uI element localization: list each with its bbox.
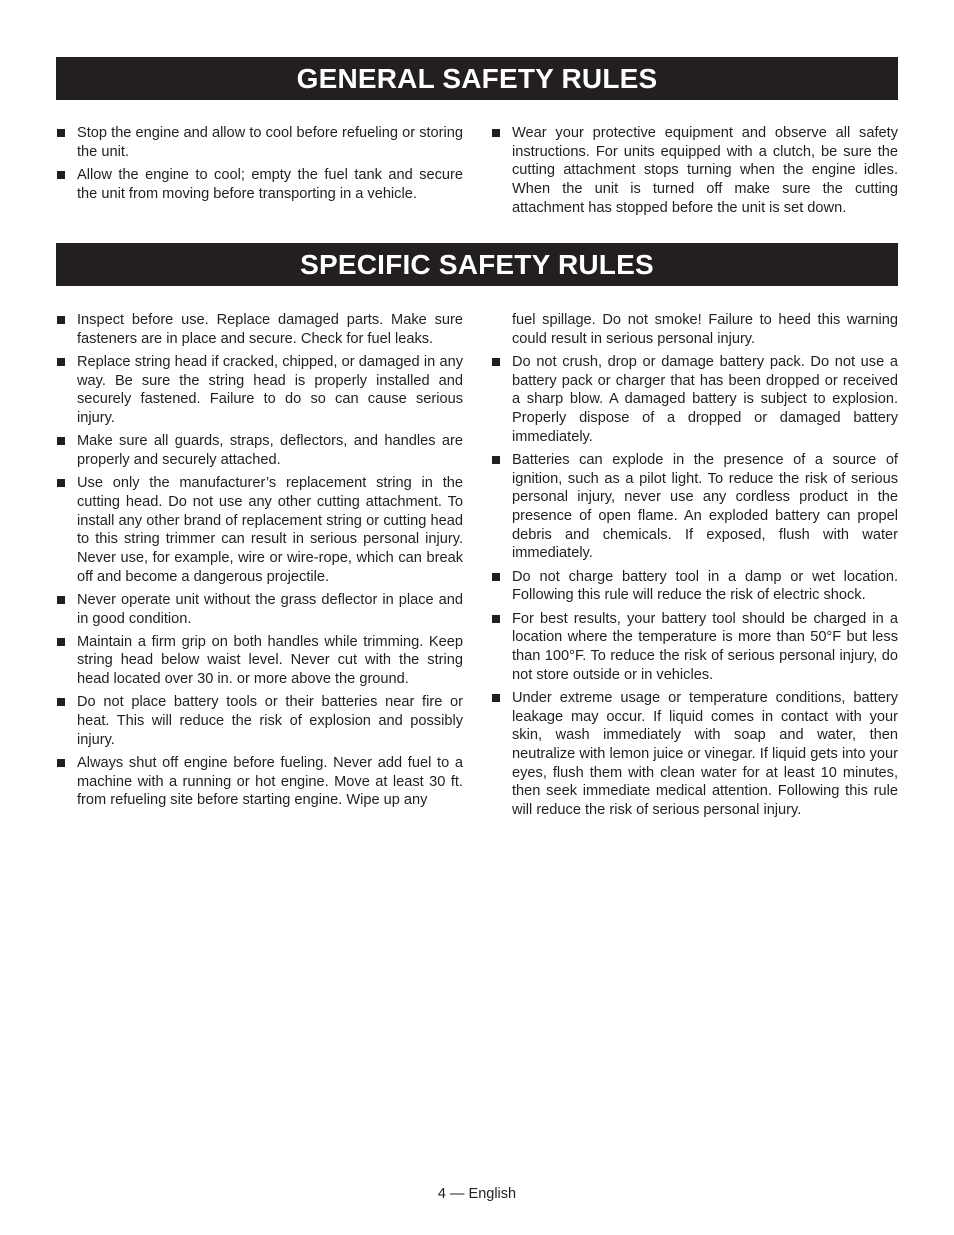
list-item: Under extreme usage or temperature conditions, battery leakage may occur. If liquid comes in contact with your skin, wash immediately with soap and water, then neutralize with lemon juice or vinegar. If liquid gets into your eyes, flush them with clean water for at least 10 minutes, then seek immediate medical attention. Following this rule will reduce the risk of serious personal injury. — [491, 689, 898, 820]
square-bullet-icon — [57, 129, 65, 137]
square-bullet-icon — [492, 615, 500, 623]
square-bullet-icon — [57, 596, 65, 604]
list-item: Do not place battery tools or their batteries near fire or heat. This will reduce the risk of explosion and possibly injury. — [56, 693, 463, 749]
list-item: Always shut off engine before fueling. Never add fuel to a machine with a running or hot engine. Move at least 30 ft. from refueling site before starting engine. Wipe up any — [56, 754, 463, 810]
square-bullet-icon — [57, 479, 65, 487]
specific-safety-rules-heading: SPECIFIC SAFETY RULES — [56, 243, 898, 286]
list-item: Allow the engine to cool; empty the fuel tank and secure the unit from moving before transporting in a vehicle. — [56, 166, 463, 203]
list-item: Inspect before use. Replace damaged parts. Make sure fasteners are in place and secure. Check for fuel leaks. — [56, 311, 463, 348]
list-item: Do not crush, drop or damage battery pack. Do not use a battery pack or charger that has been dropped or received a sharp blow. A damaged battery is subject to explosion. Properly dispose of a dropped or damaged battery immediately. — [491, 353, 898, 447]
square-bullet-icon — [57, 638, 65, 646]
list-item: Stop the engine and allow to cool before refueling or storing the unit. — [56, 124, 463, 161]
list-item: Do not charge battery tool in a damp or wet location. Following this rule will reduce the risk of electric shock. — [491, 568, 898, 605]
general-rules-right-column — [491, 124, 898, 222]
square-bullet-icon — [492, 573, 500, 581]
list-item: For best results, your battery tool should be charged in a location where the temperature is more than 50°F but less than 100°F. To reduce the risk of serious personal injury, do not store outside or in vehicles. — [491, 610, 898, 685]
list-item: Replace string head if cracked, chipped, or damaged in any way. Be sure the string head is properly installed and securely fastened. Failure to do so can cause serious injury. — [56, 353, 463, 428]
square-bullet-icon — [57, 171, 65, 179]
list-item: Never operate unit without the grass deflector in place and in good condition. — [56, 591, 463, 628]
list-item: Maintain a firm grip on both handles while trimming. Keep string head below waist level. Never cut with the string head located over 30 in. or more above the ground. — [56, 633, 463, 689]
square-bullet-icon — [492, 129, 500, 137]
list-item: Make sure all guards, straps, deflectors, and handles are properly and securely attached. — [56, 432, 463, 469]
square-bullet-icon — [492, 456, 500, 464]
general-rules-left-column — [56, 124, 463, 208]
page-footer: 4 — English — [437, 1186, 517, 1202]
square-bullet-icon — [57, 316, 65, 324]
square-bullet-icon — [57, 759, 65, 767]
specific-rules-left-column — [56, 311, 463, 815]
general-safety-rules-heading: GENERAL SAFETY RULES — [56, 57, 898, 100]
list-item: Batteries can explode in the presence of a source of ignition, such as a pilot light. To reduce the risk of serious personal injury, never use any cordless product in the presence of open flame. An exploded battery can propel debris and chemicals. If exposed, flush with water immediately. — [491, 451, 898, 563]
square-bullet-icon — [492, 358, 500, 366]
continued-text: fuel spillage. Do not smoke! Failure to heed this warning could result in serious personal injury. — [512, 312, 898, 347]
square-bullet-icon — [492, 694, 500, 702]
list-item: Use only the manufacturer’s replacement string in the cutting head. Do not use any other cutting attachment. To install any other brand of replacement string or cutting head to this string trimmer can result in serious personal injury. Never use, for example, wire or wire-rope, which can break off and become a dangerous projectile. — [56, 474, 463, 586]
list-item: Wear your protective equipment and observe all safety instructions. For units equipped with a clutch, be sure the cutting attachment stops turning when the engine idles. When the unit is turned off make sure the cutting attachment has stopped before the unit is set down. — [491, 124, 898, 218]
square-bullet-icon — [57, 358, 65, 366]
specific-rules-right-column — [491, 311, 898, 824]
square-bullet-icon — [57, 698, 65, 706]
square-bullet-icon — [57, 437, 65, 445]
